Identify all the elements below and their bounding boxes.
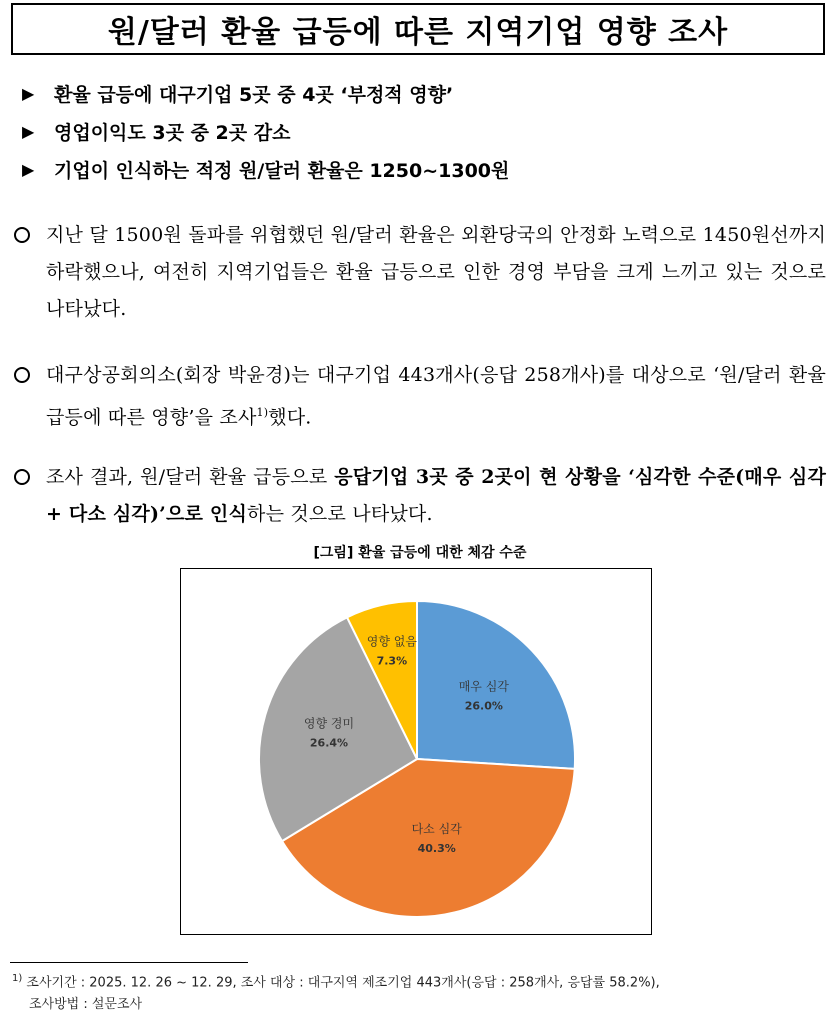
paragraph-text-b: 하는 것으로 나타났다. [247,503,433,525]
footnote-divider [10,962,248,963]
slice-value-label: 40.3% [417,841,456,855]
paragraph-2 [14,357,826,436]
figure-caption: [그림] 환율 급등에 대한 체감 수준 [313,545,527,561]
paragraph-text [46,459,826,533]
summary-text: 영업이익도 3곳 중 2곳 감소 [54,121,291,144]
footnote-text-2: 조사방법 : 설문조사 [29,997,143,1013]
footnote-line-1 [12,968,660,994]
paragraph-3 [14,459,826,533]
triangle-right-icon: ▶ [22,159,35,179]
summary-item [22,150,509,188]
summary-item [22,112,509,150]
circle-bullet-icon [14,367,30,383]
slice-value-label: 26.0% [464,699,503,713]
paragraph-text: 지난 달 1500원 돌파를 위협했던 원/달러 환율은 외환당국의 안정화 노력으로 1450원선까지 하락했으나, 여전히 지역기업들은 환율 급등으로 인한 경영 부담을 크게 느끼고 있는 것으로 나타났다. [46,224,826,320]
footnote-text-1: 조사기간 : 2025. 12. 26 ~ 12. 29, 조사 대상 : 대구지역 제조기업 443개사(응답 : 258개사, 응답률 58.2%), [26,975,660,991]
paragraph-text-bold: 응답기업 3곳 중 2곳이 현 상황을 ‘심각한 수준(매우 심각 + 다소 심각)’으로 인식 [46,466,827,525]
slice-label: 영향 없음 [366,634,417,649]
triangle-right-icon: ▶ [22,83,35,103]
footnote [12,968,660,1016]
summary-text: 환율 급등에 대구기업 5곳 중 4곳 ‘부정적 영향’ [54,83,454,106]
pie-chart-svg [181,569,651,934]
slice-label: 다소 심각 [411,821,462,836]
paragraph-1 [14,217,826,328]
page-title-text: 원/달러 환율 급등에 따른 지역기업 영향 조사 [107,15,729,50]
page-title [11,3,825,55]
paragraph-text-main: 대구상공회의소(회장 박윤경)는 대구기업 443개사(응답 258개사)를 대상으로 ‘원/달러 환율 급등에 따른 영향’을 조사 [46,364,826,429]
footnote-mark: 1) [12,973,23,984]
footnote-ref: 1) [256,406,269,419]
slice-label: 매우 심각 [458,679,509,694]
slice-value-label: 7.3% [376,654,408,668]
paragraph-text-a: 조사 결과, 원/달러 환율 급등으로 [46,466,335,488]
summary-text: 기업이 인식하는 적정 원/달러 환율은 1250~1300원 [54,159,510,182]
circle-bullet-icon [14,469,30,485]
paragraph-text [46,357,826,436]
footnote-line-2 [12,994,660,1016]
summary-item [22,74,509,112]
slice-label: 영향 경미 [303,716,355,731]
summary-list [22,74,509,188]
triangle-right-icon: ▶ [22,121,35,141]
circle-bullet-icon [14,227,30,243]
slice-value-label: 26.4% [309,736,349,750]
pie-chart [180,568,652,935]
paragraph-text-end: 했다. [268,406,312,429]
